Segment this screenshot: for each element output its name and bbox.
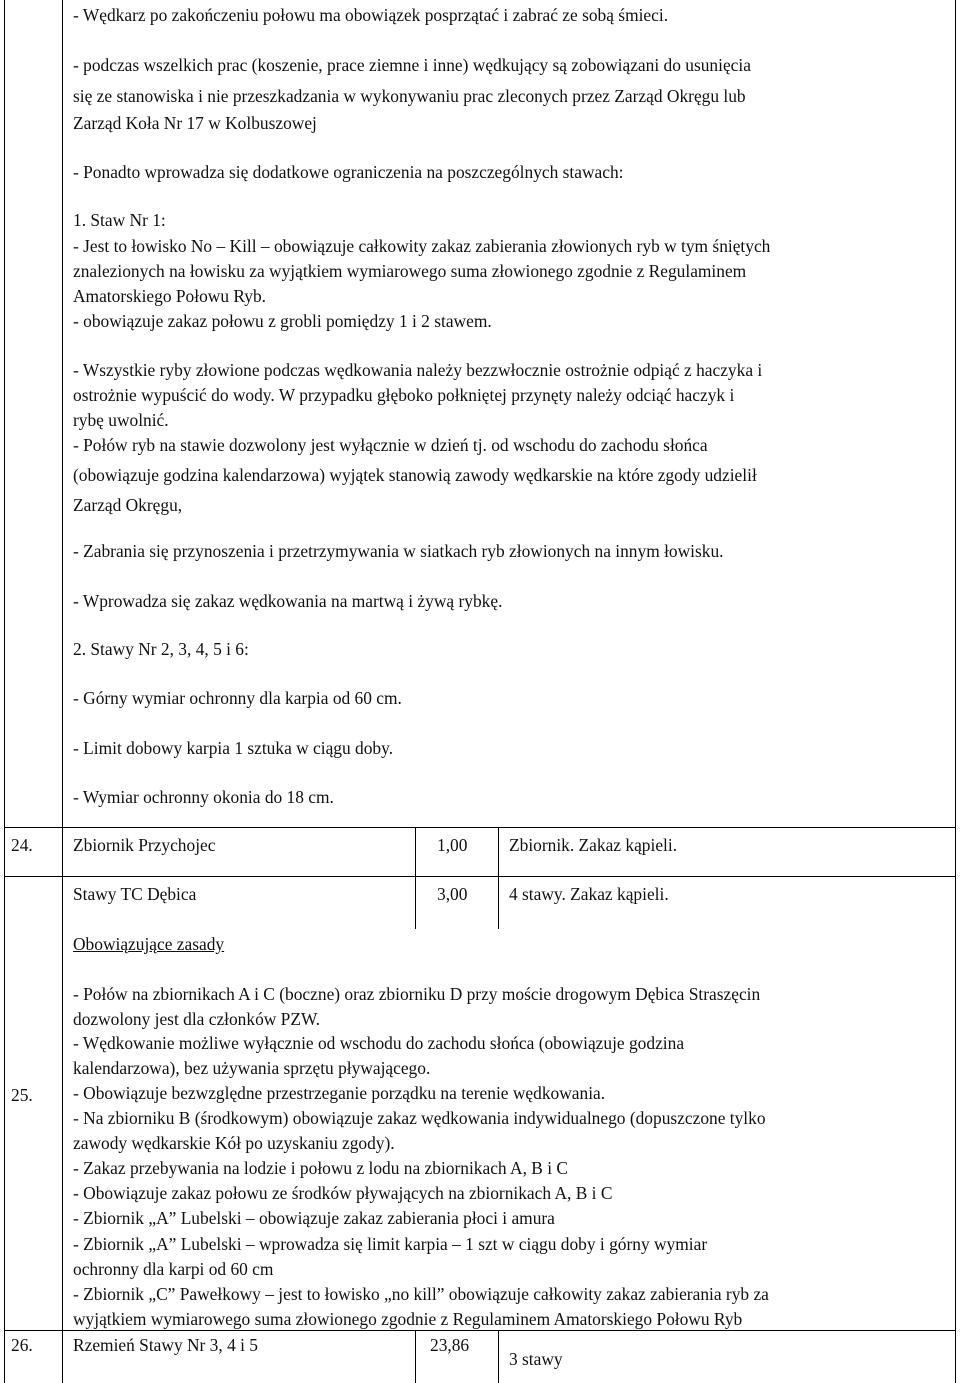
row23-line: (obowiązuje godzina kalendarzowa) wyjątek stanowią zawody wędkarskie na które zgody udzielił	[73, 465, 757, 485]
rule-line: zawody wędkarskie Kół po uzyskaniu zgody).	[73, 1133, 395, 1153]
row23-line: się ze stanowiska i nie przeszkadzania w wykonywaniu prac zleconych przez Zarząd Okręgu lub	[73, 86, 746, 106]
table-border-col1-right	[62, 0, 63, 1383]
rule-line: kalendarzowa), bez używania sprzętu pływającego.	[73, 1058, 431, 1078]
row23-line: ostrożnie wypuścić do wody. W przypadku głęboko połkniętej przynęty należy odciąć haczyk i	[73, 385, 735, 405]
row23-line: Zarząd Okręgu,	[73, 495, 183, 515]
table-border-right	[955, 0, 956, 1383]
fishery-name: Zbiornik Przychojec	[73, 835, 216, 855]
row23-line: - Limit dobowy karpia 1 sztuka w ciągu doby.	[73, 738, 394, 758]
row23-line: - Jest to łowisko No – Kill – obowiązuje całkowity zakaz zabierania złowionych ryb w tym śniętych	[73, 236, 771, 256]
rules-heading: Obowiązujące zasady	[73, 934, 225, 954]
rule-line: - Obowiązuje bezwzględne przestrzeganie porządku na terenie wędkowania.	[73, 1083, 606, 1103]
col-divider-area-notes-26	[498, 1330, 499, 1383]
row23-line: - Wędkarz po zakończeniu połowu ma obowiązek posprzątać i zabrać ze sobą śmieci.	[73, 5, 669, 25]
fishery-notes: Zbiornik. Zakaz kąpieli.	[509, 835, 678, 855]
rule-line: - Na zbiorniku B (środkowym) obowiązuje zakaz wędkowania indywidualnego (dopuszczone tylko	[73, 1108, 766, 1128]
rule-line: dozwolony jest dla członków PZW.	[73, 1009, 321, 1029]
row-divider-23-24	[4, 827, 956, 828]
row-number: 26.	[11, 1335, 33, 1355]
row23-line: 1. Staw Nr 1:	[73, 210, 166, 230]
col-divider-area-notes-24	[498, 827, 499, 929]
rule-line: - Połów na zbiornikach A i C (boczne) oraz zbiorniku D przy moście drogowym Dębica Straszęcin	[73, 984, 761, 1004]
rule-line: ochronny dla karpi od 60 cm	[73, 1259, 274, 1279]
row-number: 24.	[11, 835, 33, 855]
fishery-notes: 3 stawy	[509, 1349, 563, 1369]
row23-line: Amatorskiego Połowu Ryb.	[73, 286, 267, 306]
fishery-area: 3,00	[437, 884, 468, 904]
col-divider-name-area-26	[415, 1330, 416, 1383]
row23-line: - Górny wymiar ochronny dla karpia od 60 cm.	[73, 688, 402, 708]
row23-line: - Wprowadza się zakaz wędkowania na martwą i żywą rybkę.	[73, 591, 503, 611]
row-divider-25-26	[4, 1330, 956, 1331]
rule-line: - Zbiornik „A” Lubelski – obowiązuje zakaz zabierania płoci i amura	[73, 1208, 555, 1228]
row-divider-24-25	[4, 876, 956, 877]
rule-line: - Wędkowanie możliwe wyłącznie od wschodu do zachodu słońca (obowiązuje godzina	[73, 1033, 685, 1053]
row23-line: - Wymiar ochronny okonia do 18 cm.	[73, 787, 334, 807]
fishery-area: 23,86	[430, 1335, 470, 1355]
row-number: 25.	[11, 1085, 33, 1105]
rule-line: wyjątkiem wymiarowego suma złowionego zgodnie z Regulaminem Amatorskiego Połowu Ryb	[73, 1309, 743, 1329]
rule-line: - Zbiornik „A” Lubelski – wprowadza się limit karpia – 1 szt w ciągu doby i górny wymiar	[73, 1234, 708, 1254]
row23-line: - obowiązuje zakaz połowu z grobli pomiędzy 1 i 2 stawem.	[73, 311, 492, 331]
fishery-name: Stawy TC Dębica	[73, 884, 197, 904]
row23-line: 2. Stawy Nr 2, 3, 4, 5 i 6:	[73, 639, 249, 659]
rule-line: - Zbiornik „C” Pawełkowy – jest to łowisko „no kill” obowiązuje całkowity zakaz zabierania ryb za	[73, 1284, 769, 1304]
rule-line: - Obowiązuje zakaz połowu ze środków pływających na zbiornikach A, B i C	[73, 1183, 613, 1203]
row23-line: - Wszystkie ryby złowione podczas wędkowania należy bezzwłocznie ostrożnie odpiąć z haczyka i	[73, 360, 763, 380]
row23-line: - podczas wszelkich prac (koszenie, prace ziemne i inne) wędkujący są zobowiązani do usunięcia	[73, 55, 751, 75]
fishery-area: 1,00	[437, 835, 468, 855]
fishery-notes: 4 stawy. Zakaz kąpieli.	[509, 884, 669, 904]
rule-line: - Zakaz przebywania na lodzie i połowu z lodu na zbiornikach A, B i C	[73, 1158, 568, 1178]
row23-line: rybę uwolnić.	[73, 410, 169, 430]
row23-line: Zarząd Koła Nr 17 w Kolbuszowej	[73, 113, 317, 133]
fishery-name: Rzemień Stawy Nr 3, 4 i 5	[73, 1335, 258, 1355]
col-divider-name-area-24	[415, 827, 416, 929]
row23-line: znalezionych na łowisku za wyjątkiem wymiarowego suma złowionego zgodnie z Regulaminem	[73, 261, 747, 281]
row23-line: - Zabrania się przynoszenia i przetrzymywania w siatkach ryb złowionych na innym łowisku.	[73, 541, 724, 561]
row23-line: - Ponadto wprowadza się dodatkowe ograniczenia na poszczególnych stawach:	[73, 162, 624, 182]
row23-line: - Połów ryb na stawie dozwolony jest wyłącznie w dzień tj. od wschodu do zachodu słońca	[73, 435, 708, 455]
table-border-top-left	[4, 0, 5, 1383]
